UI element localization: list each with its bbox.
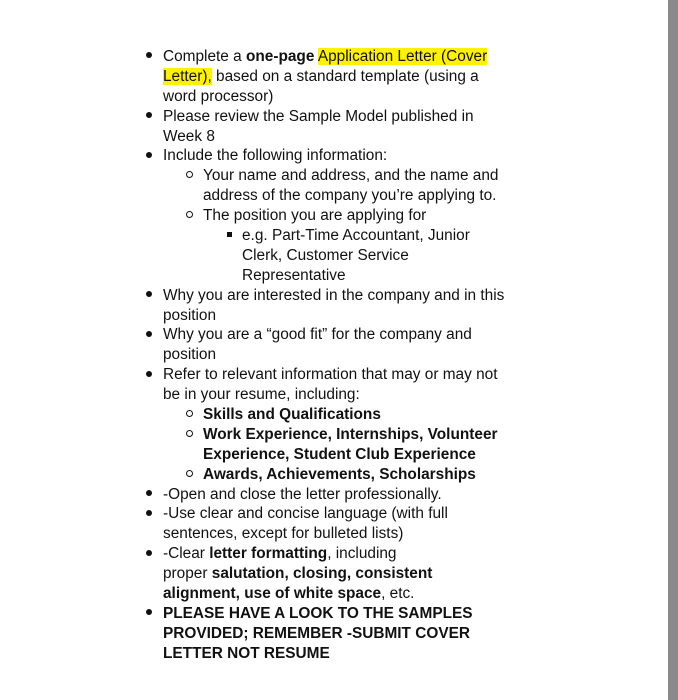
- list-item: Please review the Sample Model published in Week 8: [163, 107, 533, 147]
- bullet-dot: [143, 47, 155, 67]
- sub-list-item: Your name and address, and the name and: [163, 166, 533, 186]
- bullet-circle: [183, 405, 195, 425]
- highlighted-text: Letter),: [163, 67, 212, 85]
- bullet-dot: [143, 485, 155, 505]
- list-item: Refer to relevant information that may or may not be in your resume, including: Skills and Qualifications Work Experience, Internships, Volunteer Experience, Student Club Experience Awards, Achievements, Scholarships: [163, 365, 533, 484]
- bullet-dot: [143, 107, 155, 127]
- sub-list-item: Skills and Qualifications: [163, 405, 533, 425]
- highlighted-text: Application Letter (Cover: [317, 48, 488, 65]
- bullet-square: [223, 226, 235, 246]
- instruction-list: [163, 47, 533, 664]
- bullet-circle: [183, 425, 195, 445]
- bullet-circle: [183, 206, 195, 226]
- bullet-dot: [143, 286, 155, 306]
- bullet-dot: [143, 146, 155, 166]
- list-item: Why you are interested in the company and in this position: [163, 286, 533, 326]
- list-item: -Clear letter formatting, including proper salutation, closing, consistent alignment, use of white space, etc.: [163, 544, 533, 604]
- list-item: -Use clear and concise language (with full sentences, except for bulleted lists): [163, 504, 533, 544]
- bullet-circle: [183, 465, 195, 485]
- list-item: Complete a one-page Application Letter (Cover Letter), based on a standard template (using a word processor): [163, 47, 533, 107]
- item-text-bold: one-page: [245, 48, 315, 65]
- sub-list-item: Awards, Achievements, Scholarships: [163, 465, 533, 485]
- list-item: PLEASE HAVE A LOOK TO THE SAMPLES PROVIDED; REMEMBER -SUBMIT COVER LETTER NOT RESUME: [163, 604, 533, 664]
- item-text: Complete a: [163, 48, 246, 65]
- list-item: Include the following information: Your name and address, and the name and address of the company you’re applying to. The position you are applying for e.g. Part-Time Accountant, Junior Clerk, Customer Service Representative: [163, 146, 533, 285]
- bullet-dot: [143, 604, 155, 624]
- bullet-dot: [143, 325, 155, 345]
- bullet-circle: [183, 166, 195, 186]
- bullet-dot: [143, 544, 155, 564]
- sub-list-item: The position you are applying for: [163, 206, 533, 226]
- page-edge-border: [668, 0, 678, 700]
- list-item: -Open and close the letter professionally.: [163, 485, 533, 505]
- list-item: Why you are a “good fit” for the company and position: [163, 325, 533, 365]
- sub-list-item: Work Experience, Internships, Volunteer: [163, 425, 533, 445]
- bullet-dot: [143, 504, 155, 524]
- sub-sub-list-item: e.g. Part-Time Accountant, Junior: [163, 226, 533, 246]
- bullet-dot: [143, 365, 155, 385]
